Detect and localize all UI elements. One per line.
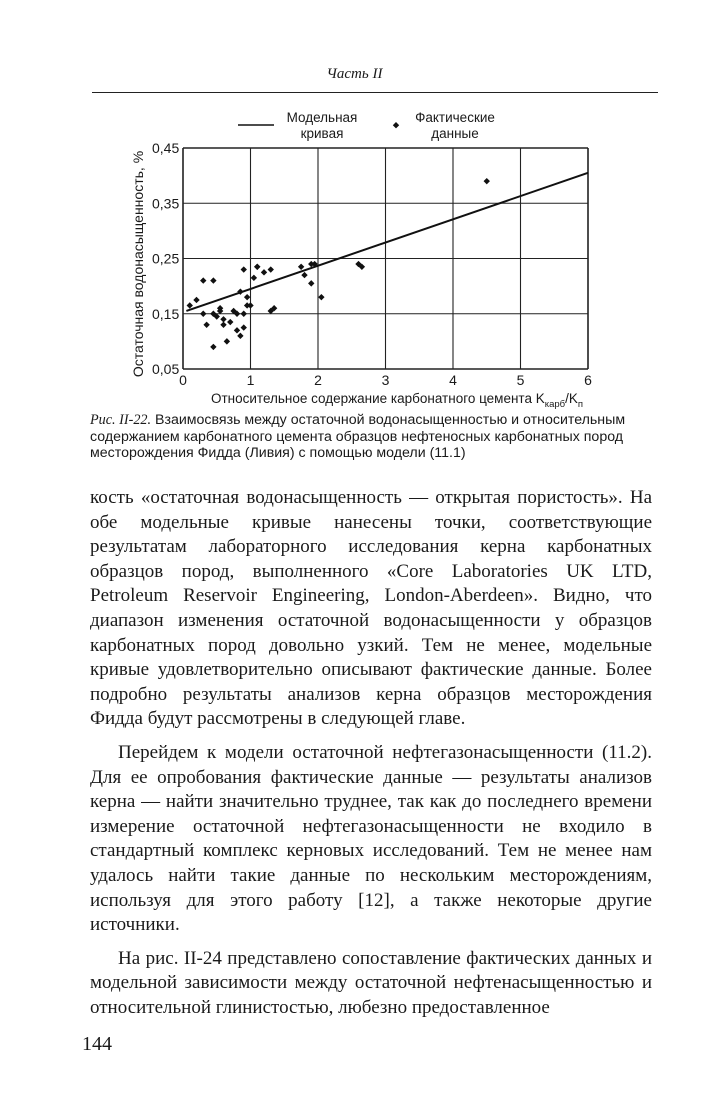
legend-curve-label-2: кривая: [300, 126, 344, 141]
data-point: [268, 266, 274, 272]
x-tick-label: 6: [584, 372, 592, 388]
figure-caption-text: Взаимосвязь между остаточной водонасыщенностью и относительным содержанием карбонатного цемента образцов нефтеносных карбонатных пород месторождения Фидда (Ливия) с помощью модели (11.1): [90, 412, 626, 461]
page-number: 144: [82, 1033, 112, 1055]
data-point: [203, 322, 209, 328]
x-tick-label: 4: [449, 372, 457, 388]
y-tick-label: 0,25: [152, 250, 180, 267]
data-point: [308, 280, 314, 286]
y-tick-label: 0,45: [152, 140, 180, 156]
chart-grid: [183, 148, 588, 369]
body-text: [90, 486, 652, 1020]
x-tick-label: 3: [381, 372, 390, 388]
legend-point-marker: [393, 122, 399, 128]
data-point: [220, 322, 226, 328]
data-point: [187, 302, 193, 308]
data-point: [241, 324, 247, 330]
data-point: [484, 178, 490, 184]
x-tick-label: 2: [314, 372, 322, 388]
data-point: [251, 275, 257, 281]
y-tick-label: 0,15: [152, 305, 180, 322]
legend-curve-label-1: Модельная: [286, 110, 358, 125]
data-point: [224, 338, 230, 344]
data-point: [200, 311, 206, 317]
data-point: [237, 333, 243, 339]
data-point: [254, 264, 260, 270]
figure-number: Рис. II-22.: [90, 412, 152, 428]
data-point: [241, 266, 247, 272]
data-point: [210, 344, 216, 350]
running-header: Часть II: [326, 66, 383, 82]
paragraph-1: кость «остаточная водонасыщенность — открытая пористость». На обе модельные кривые нанесены точки, соответствующие результатам лабораторного исследования керна карбонатных образцов пород, выполненного «Core Laboratories UK LTD, Petroleum Reservoir Engineering, London-Aberdeen». Видно, что диапазон изменения остаточной водонасыщенности у образцов карбонатных пород довольно узкий. Тем не менее, модельные кривые удовлетворительно описывают фактические данные. Более подробно результаты анализов керна образцов месторождения Фидда будут рассмотрены в следующей главе.: [90, 487, 652, 730]
paragraph-3: На рис. II-24 представлено сопоставление фактических данных и модельной зависимости между остаточной нефтенасыщенностью и относительной глинистостью, любезно предоставленное: [90, 947, 652, 1018]
x-tick-label: 0: [179, 372, 187, 388]
data-point: [298, 264, 304, 270]
data-point: [241, 311, 247, 317]
data-point: [247, 302, 253, 308]
data-point: [234, 327, 240, 333]
data-point: [318, 294, 324, 300]
data-point: [301, 272, 307, 278]
figure-chart: [0, 0, 709, 420]
model-curve-line: [186, 173, 588, 311]
data-point: [244, 294, 250, 300]
paragraph-2: Перейдем к модели остаточной нефтегазонасыщенности (11.2). Для ее опробования фактические данные — результаты анализов керна — найти значительно труднее, так как до последнего времени измерение остаточной нефтегазонасыщенности не входило в стандартный комплекс керновых исследований. Тем не менее нам удалось найти такие данные по нескольким месторождениям, используя для этого работу [12], а также некоторые другие источники.: [90, 741, 652, 936]
figure-caption: [90, 412, 630, 462]
y-axis-label: Остаточная водонасыщенность, %: [130, 150, 146, 378]
legend-points-label-2: данные: [431, 126, 479, 141]
data-point: [200, 277, 206, 283]
y-tick-label: 0,05: [152, 361, 180, 377]
x-axis-label: Относительное содержание карбонатного цемента $K_{карб}/K_п$: [210, 391, 584, 410]
data-point: [227, 319, 233, 325]
data-point: [261, 269, 267, 275]
x-tick-label: 5: [516, 372, 525, 388]
y-tick-label: 0,35: [152, 195, 180, 212]
x-tick-label: 1: [246, 372, 255, 388]
data-point: [193, 297, 199, 303]
legend-points-label-1: Фактические: [415, 110, 495, 125]
y-tick-labels: [152, 140, 179, 377]
x-tick-labels: [179, 372, 592, 388]
data-point: [210, 277, 216, 283]
data-point: [220, 316, 226, 322]
